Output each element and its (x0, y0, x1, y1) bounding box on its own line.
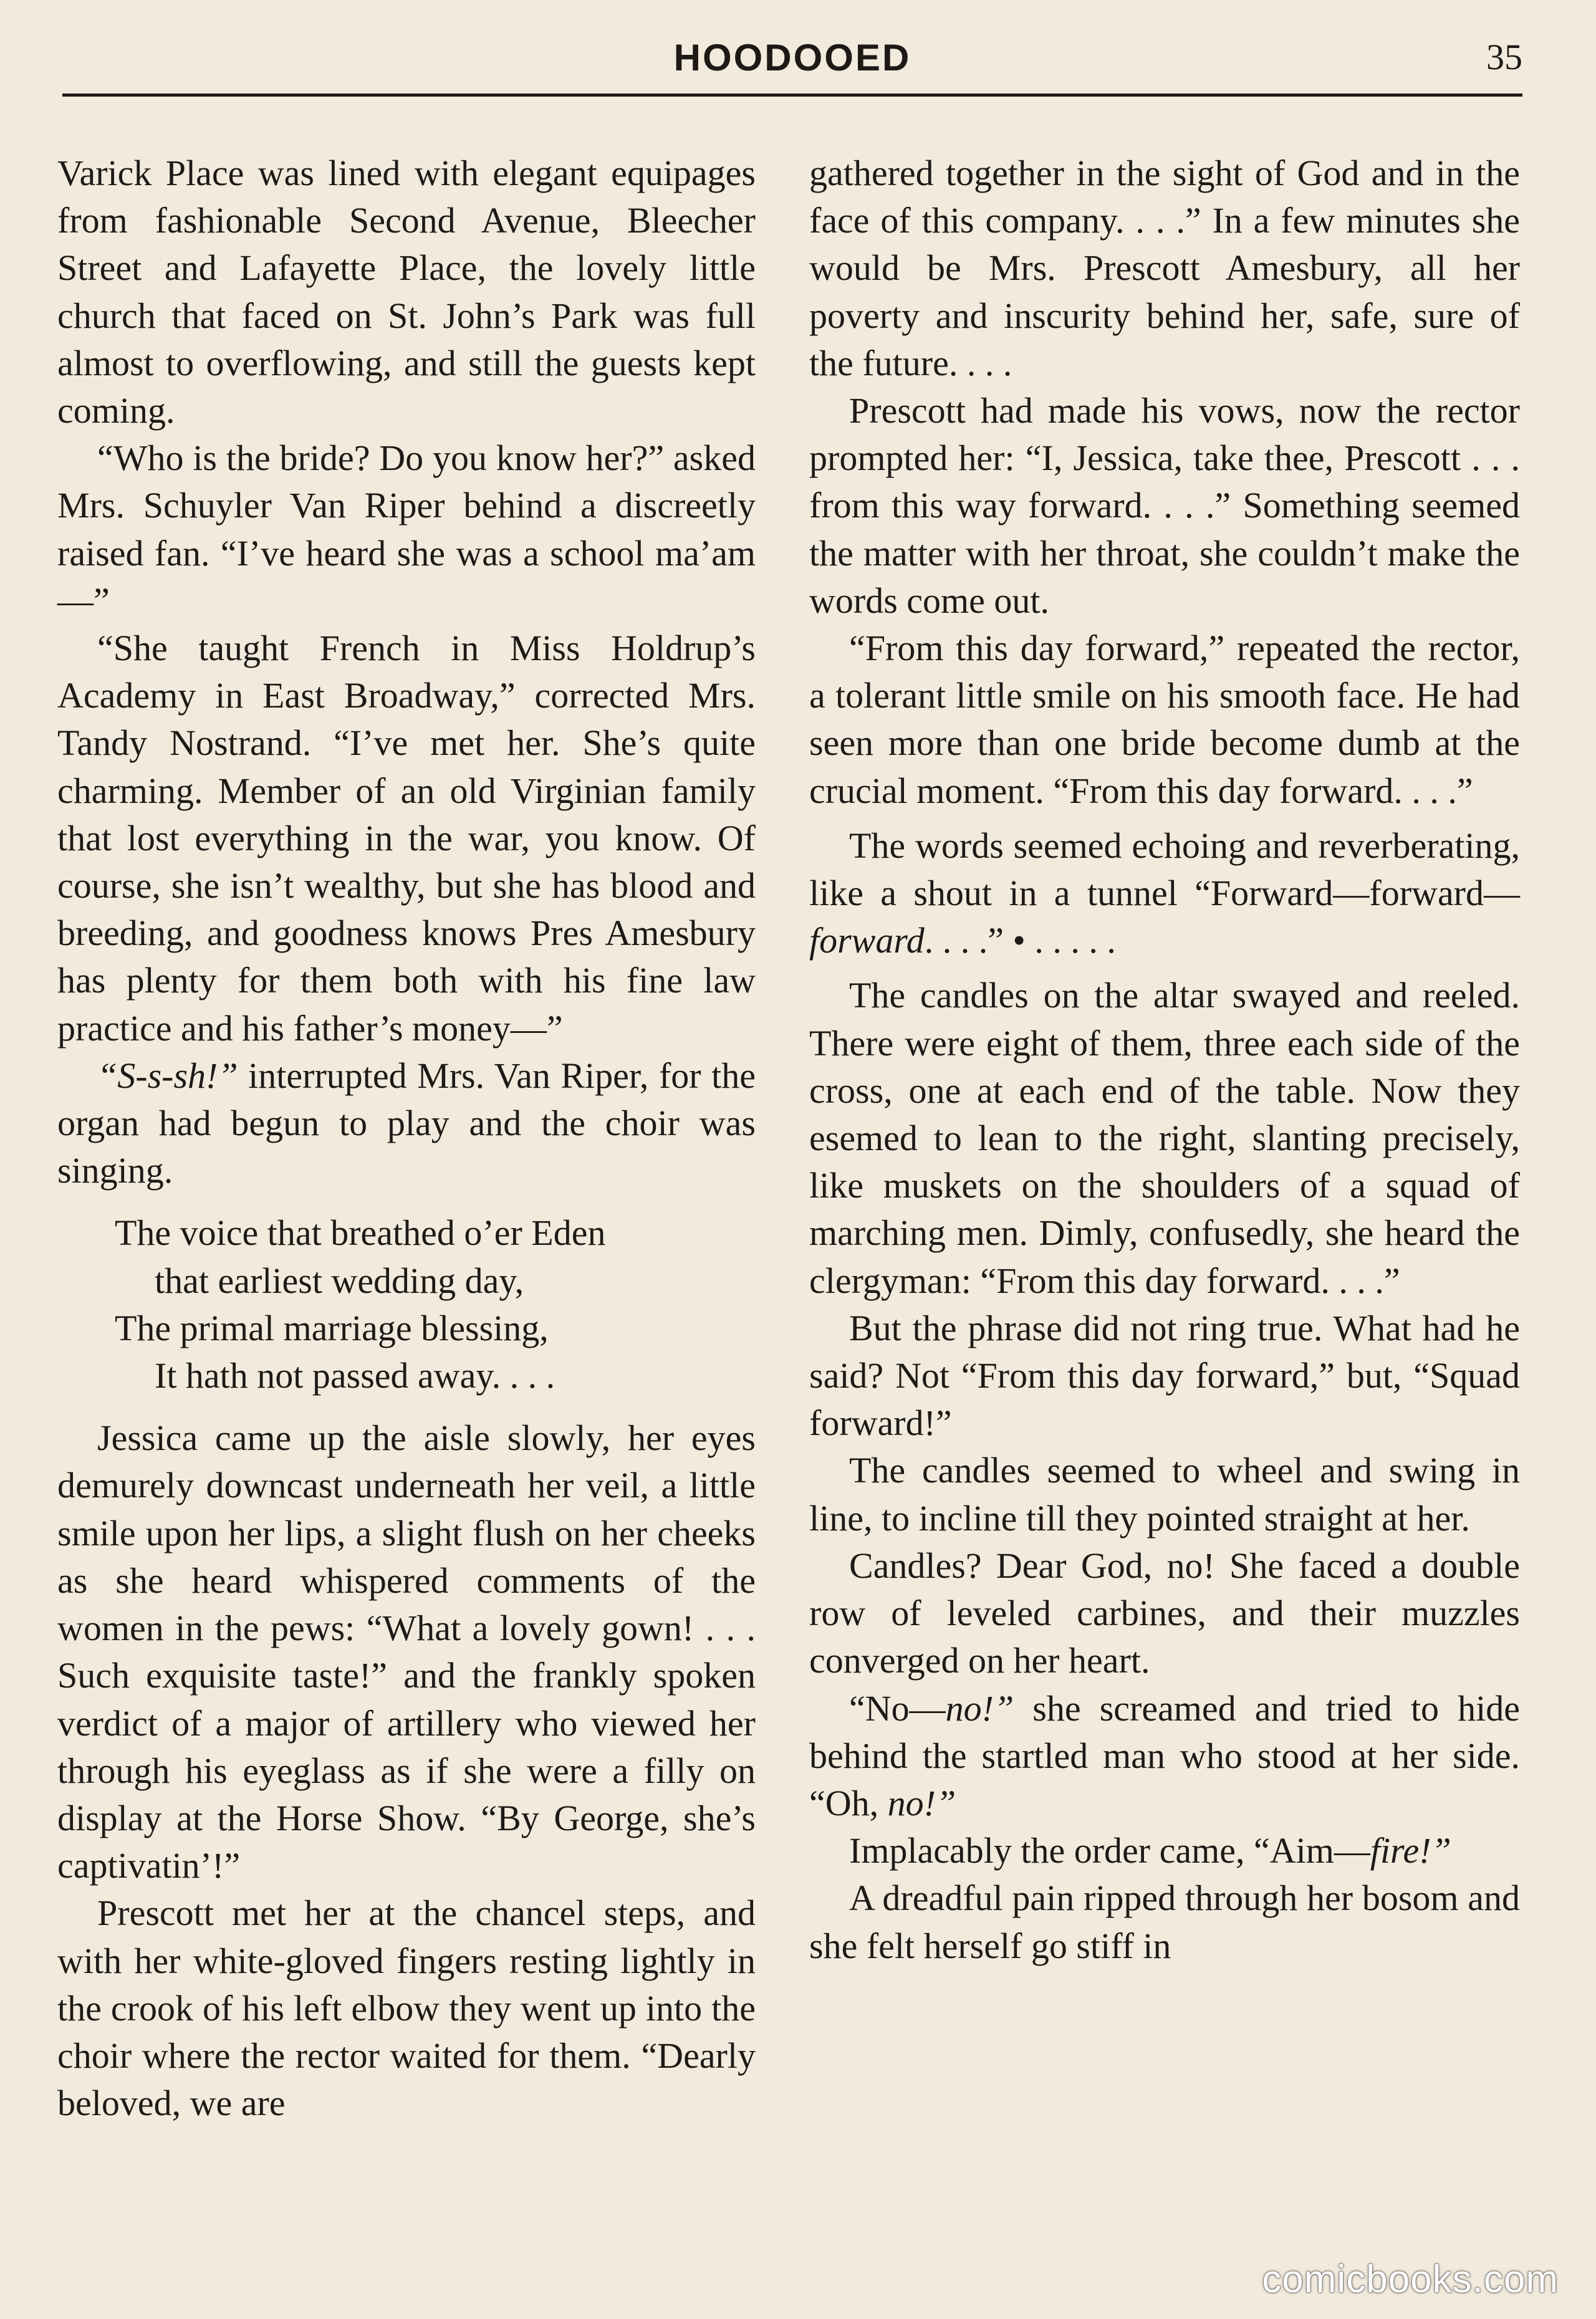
paragraph: “From this day forward,” repeated the rector, a tolerant little smile on his smooth face. He had seen more than one bride become dumb at the crucial moment. “From this day forward. . . .” (809, 628, 1520, 811)
paragraph: “Who is the bride? Do you know her?” asked Mrs. Schuyler Van Riper behind a discreetly raised fan. “I’ve heard she was a school ma’am—” (57, 438, 756, 621)
verse-line: It hath not passed away. . . . (155, 1355, 555, 1396)
paragraph: The candles on the altar swayed and reeled. There were eight of them, three each side of the cross, one at each end of the table. Now they esemed to lean to the right, slanting precisely, like muskets on the shoulders of a squad of marching men. Dimly, confusedly, she heard the clergyman: “From this day forward. . . .” (809, 975, 1520, 1301)
paragraph-text: Implacably the order came, “Aim— (849, 1830, 1370, 1871)
paragraph (809, 1685, 1520, 1828)
paragraph: gathered together in the sight of God and in the face of this company. . . .” In a few minutes she would be Mrs. Prescott Amesbury, all her poverty and inscurity behind her, safe, sure of the future. . . . (809, 153, 1520, 383)
paragraph: Candles? Dear God, no! She faced a double row of leveled carbines, and their muzzles converged on her heart. (809, 1545, 1520, 1681)
paragraph: “She taught French in Miss Holdrup’s Academy in East Broadway,” corrected Mrs. Tandy Nostrand. “I’ve met her. She’s quite charming. Member of an old Virginian family that lost everything in the war, you know. Of course, she isn’t wealthy, but she has blood and breeding, and goodness knows Pres Amesbury has plenty for them both with his fine law practice and his father’s money—” (57, 628, 756, 1049)
paragraph-text: “No— (849, 1688, 946, 1729)
paragraph: Jessica came up the aisle slowly, her eyes demurely downcast underneath her veil, a little smile upon her lips, a slight flush on her cheeks as she heard whispered comments of the women in the pews: “What a lovely gown! . . . Such exquisite taste!” and the frankly spoken verdict of a major of artillery who viewed her through his eyeglass as if she were a filly on display at the Horse Show. “By George, she’s captivatin’!” (57, 1418, 756, 1886)
header-rule (62, 94, 1522, 97)
paragraph (809, 822, 1520, 965)
running-title: HOODOOED (673, 37, 911, 79)
right-column (809, 150, 1520, 1970)
page-header (62, 32, 1522, 95)
paragraph: The candles seemed to wheel and swing in line, to incline till they pointed straight at her. (809, 1450, 1520, 1539)
paragraph (809, 1827, 1520, 1875)
paragraph: Prescott met her at the chancel steps, and with her white-gloved fingers resting lightly in the crook of his left elbow they went up into the choir where the rector waited for them. “Dearly beloved, we are (57, 1893, 756, 2124)
verse-line: that earliest wedding day, (155, 1260, 524, 1301)
paragraph-text: interrupted Mrs. Van Riper, for the organ had begun to play and the choir was singing. (57, 1055, 756, 1191)
left-column (57, 150, 756, 2127)
paragraph (57, 1052, 756, 1195)
verse-line: The voice that breathed o’er Eden (115, 1212, 606, 1254)
paragraph-text: The words seemed echoing and reverberating, like a shout in a tunnel “Forward—forward— (809, 825, 1520, 914)
verse-line: The primal marriage blessing, (115, 1307, 549, 1348)
paragraph: Prescott had made his vows, now the rector prompted her: “I, Jessica, take thee, Prescott . . . from this way forward. . . .” Something seemed the matter with her throat, she couldn’t make the words come out. (809, 390, 1520, 621)
emphasis: fire!” (1370, 1830, 1451, 1871)
page-number: 35 (1486, 37, 1522, 77)
paragraph-text: she screamed and tried to hide behind the startled man who stood at her side. “Oh, (809, 1688, 1520, 1823)
hymn-verse (115, 1209, 756, 1400)
emphasis: no!” (887, 1782, 956, 1823)
emphasis: no!” (945, 1688, 1014, 1729)
paragraph-text: . . . .” • . . . . . (924, 920, 1116, 961)
paragraph: Varick Place was lined with elegant equipages from fashionable Second Avenue, Bleecher Street and Lafayette Place, the lovely little church that faced on St. John’s Park was full almost to overflowing, and still the guests kept coming. (57, 153, 756, 431)
watermark: comicbooks.com (1262, 2258, 1559, 2301)
emphasis: forward (809, 920, 925, 961)
emphasis: “S-s-sh!” (97, 1055, 238, 1096)
paragraph: A dreadful pain ripped through her bosom and she felt herself go stiff in (809, 1878, 1520, 1966)
paragraph: But the phrase did not ring true. What had he said? Not “From this day forward,” but, “Squad forward!” (809, 1307, 1520, 1444)
